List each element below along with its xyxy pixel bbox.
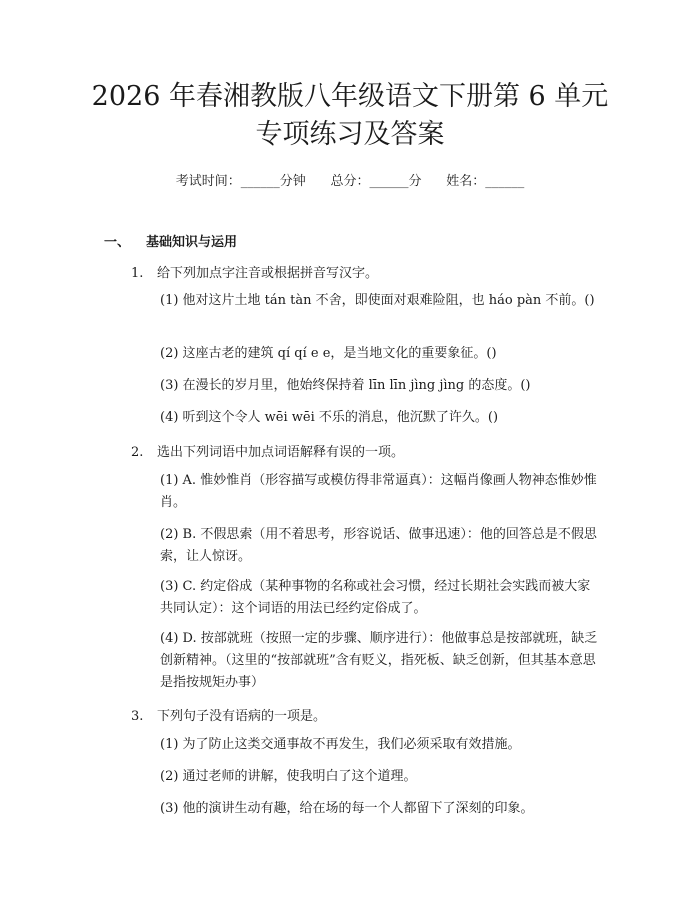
- question-1-item-4: (4) 听到这个令人 wēi wēi 不乐的消息，他沉默了许久。(): [160, 410, 499, 425]
- question-1: [131, 262, 378, 281]
- question-3: [131, 705, 326, 724]
- question-2-item-b: (2) B. 不假思索（用不着思考，形容说话、做事迅速）：他的回答总是不假思索，让人惊讶。: [160, 527, 597, 564]
- question-1-item-1: (1) 他对这片土地 tán tàn 不舍，即使面对艰难险阻，也 háo pàn 不前。(): [160, 293, 595, 308]
- question-text: 给下列加点字注音或根据拼音写汉字。: [157, 266, 379, 281]
- question-3-item-1: (1) 为了防止这类交通事故不再发生，我们必须采取有效措施。: [160, 737, 521, 752]
- exam-info-line: 考试时间：______分钟 总分：______分 姓名：______: [175, 174, 525, 189]
- question-2-item-c: (3) C. 约定俗成（某种事物的名称或社会习惯，经过长期社会实践而被大家共同认定）：这个词语的用法已经约定俗成了。: [160, 579, 591, 616]
- question-text: 选出下列词语中加点词语解释有误的一项。: [157, 445, 405, 460]
- question-2-item-d: (4) D. 按部就班（按照一定的步骤、顺序进行）：他做事总是按部就班，缺乏创新精神。（这里的“按部就班”含有贬义，指死板、缺乏创新，但其基本意思是指按规矩办事）: [160, 631, 598, 690]
- question-text: 下列句子没有语病的一项是。: [157, 709, 327, 724]
- question-1-item-2: (2) 这座古老的建筑 qí qí e e，是当地文化的重要象征。(): [160, 346, 497, 361]
- question-number: 3.: [131, 709, 144, 724]
- question-2-item-a: (1) A. 惟妙惟肖（形容描写或模仿得非常逼真）：这幅肖像画人物神态惟妙惟肖。: [160, 473, 597, 510]
- question-2: [131, 441, 404, 460]
- question-number: 2.: [131, 445, 144, 460]
- question-1-item-3: (3) 在漫长的岁月里，他始终保持着 līn līn jìng jìng 的态度。(): [160, 378, 531, 393]
- question-number: 1.: [131, 266, 144, 281]
- section-heading: [104, 231, 237, 250]
- question-3-item-3: (3) 他的演讲生动有趣，给在场的每一个人都留下了深刻的印象。: [160, 801, 534, 816]
- document-title: 2026 年春湘教版八年级语文下册第 6 单元专项练习及答案: [91, 81, 609, 150]
- section-title: 基础知识与运用: [146, 235, 238, 250]
- question-3-item-2: (2) 通过老师的讲解，使我明白了这个道理。: [160, 769, 417, 784]
- section-number: 一、: [104, 235, 131, 250]
